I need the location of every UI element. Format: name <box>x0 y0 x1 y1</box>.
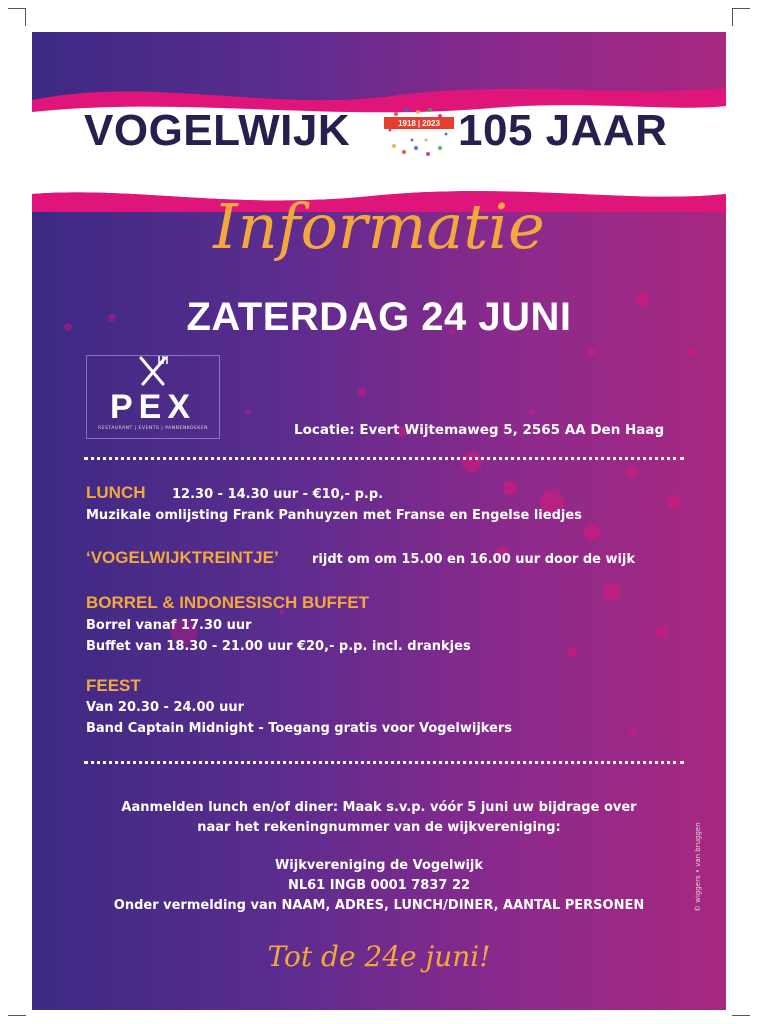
restaurant-name: PEX <box>109 388 197 426</box>
event-date: ZATERDAG 24 JUNI <box>186 295 572 339</box>
borrel-time: Borrel vanaf 17.30 uur <box>86 618 252 633</box>
banner-title-left: VOGELWIJK <box>84 106 351 155</box>
borrel-heading: BORREL & INDONESISCH BUFFET <box>86 593 370 612</box>
buffet-time: Buffet van 18.30 - 21.00 uur €20,- p.p. incl. drankjes <box>86 639 471 654</box>
divider-top <box>84 457 684 460</box>
closing-script: Tot de 24e juni! <box>267 940 491 973</box>
crop-mark <box>732 8 750 9</box>
restaurant-tagline: RESTAURANT | EVENTS | PANNENKOEKEN <box>98 426 208 431</box>
banner-title-right: 105 JAAR <box>458 106 668 155</box>
crop-mark <box>25 8 26 26</box>
year-start: 1918 <box>398 118 416 128</box>
feest-band: Band Captain Midnight - Toegang gratis voor Vogelwijkers <box>86 721 513 736</box>
feest-heading: FEEST <box>86 676 141 695</box>
bank-account-number: NL61 INGB 0001 7837 22 <box>287 878 471 893</box>
crop-mark <box>732 8 733 26</box>
lunch-music: Muzikale omlijsting Frank Panhuyzen met Franse en Engelse liedjes <box>86 508 582 523</box>
fork-knife-icon <box>133 354 173 388</box>
year-end: 2023 <box>422 118 440 128</box>
headline-informatie: Informatie <box>213 190 545 263</box>
poster <box>32 32 726 1010</box>
treintje-detail: rijdt om om 15.00 en 16.00 uur door de wijk <box>312 552 636 567</box>
treintje-heading: ‘VOGELWIJKTREINTJE’ <box>86 548 279 567</box>
registration-line-2: naar het rekeningnummer van de wijkvereniging: <box>197 820 561 835</box>
divider-bottom <box>84 761 684 764</box>
registration-line-1: Aanmelden lunch en/of diner: Maak s.v.p. vóór 5 juni uw bijdrage over <box>121 800 637 815</box>
year-separator: | <box>417 118 421 128</box>
location: Locatie: Evert Wijtemaweg 5, 2565 AA Den Haag <box>294 422 665 438</box>
confetti-logo-icon <box>386 104 452 162</box>
bank-account-holder: Wijkvereniging de Vogelwijk <box>274 858 484 873</box>
crop-mark <box>8 8 26 9</box>
lunch-detail: 12.30 - 14.30 uur - €10,- p.p. <box>172 487 384 502</box>
payment-reference: Onder vermelding van NAAM, ADRES, LUNCH/DINER, AANTAL PERSONEN <box>113 898 645 913</box>
designer-credit: © wiggers • van bruggen <box>694 822 702 912</box>
feest-time: Van 20.30 - 24.00 uur <box>86 700 245 715</box>
crop-mark <box>732 1015 750 1016</box>
restaurant-logo <box>86 355 220 439</box>
lunch-heading: LUNCH <box>86 483 146 502</box>
crop-mark <box>8 1015 26 1016</box>
years-badge <box>384 117 454 129</box>
